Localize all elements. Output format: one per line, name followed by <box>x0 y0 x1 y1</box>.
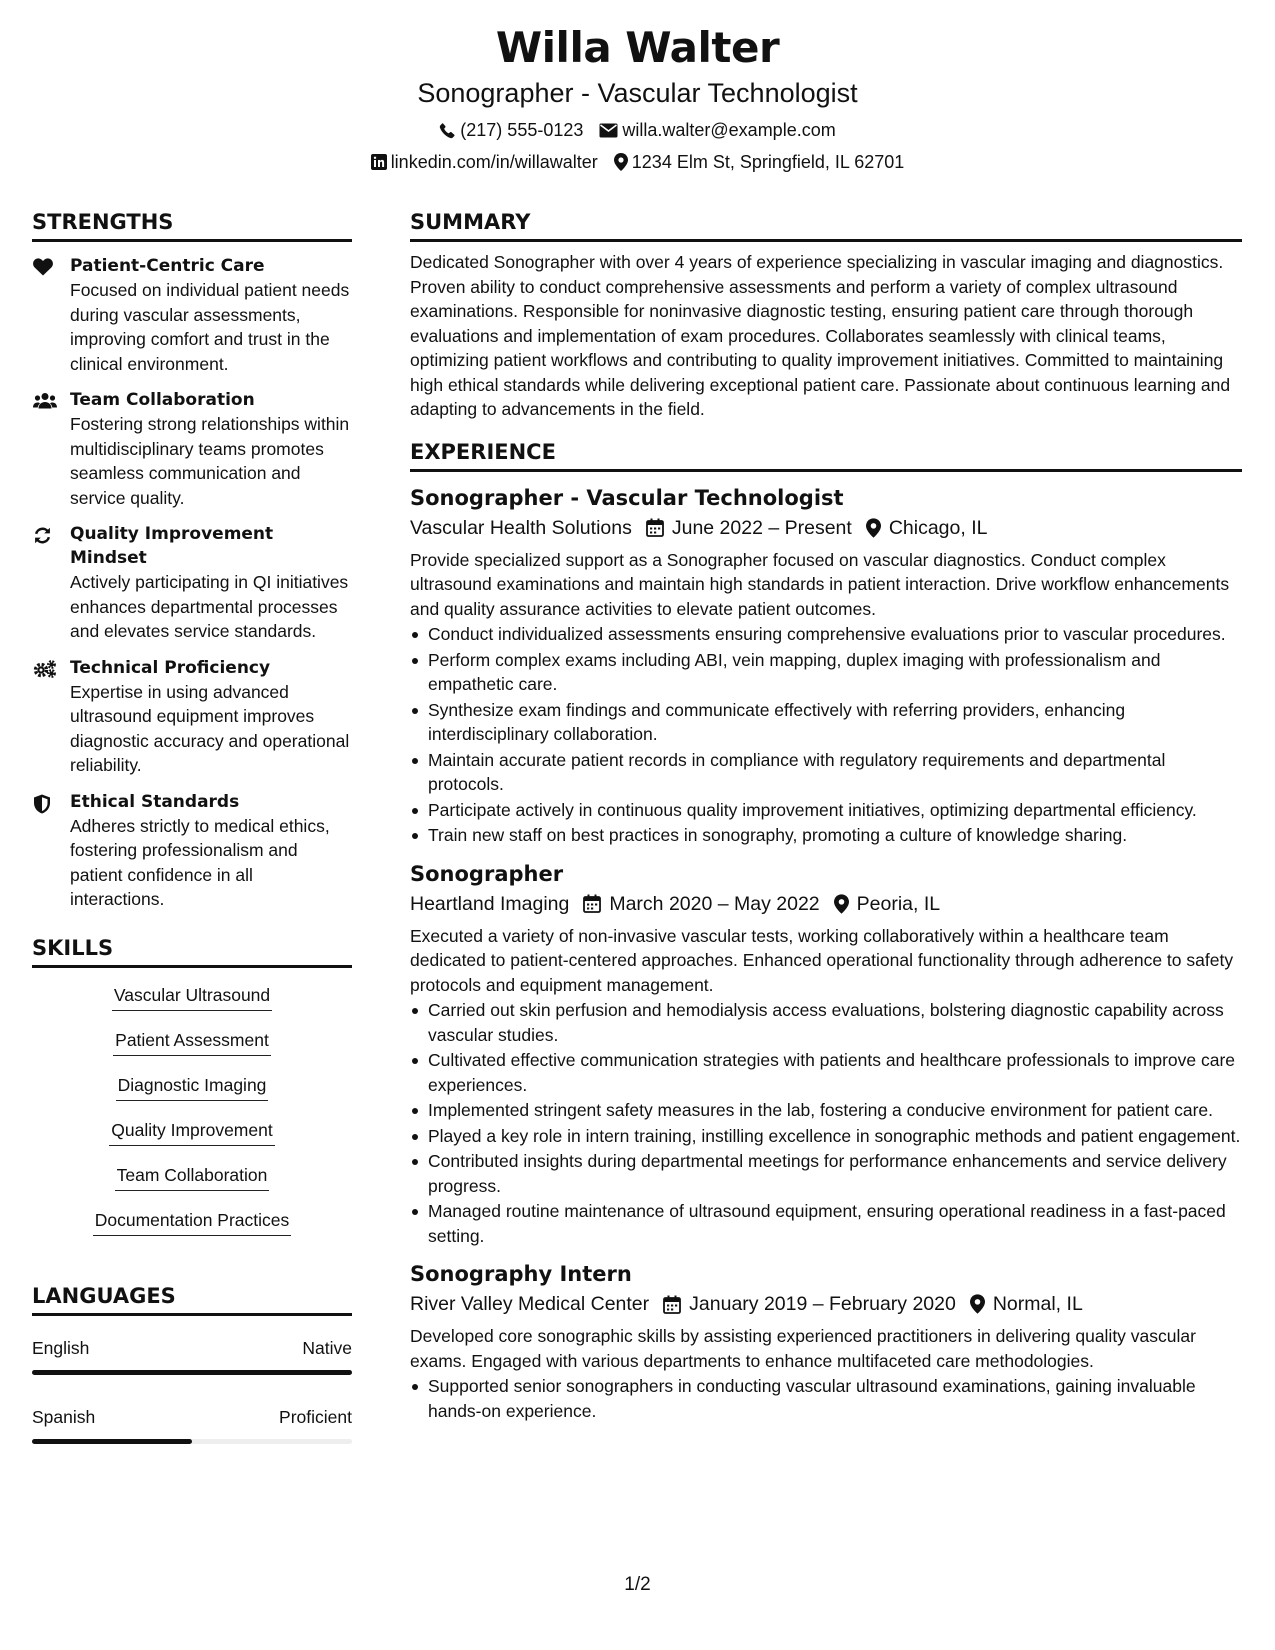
phone-icon <box>439 122 456 139</box>
language-name: English <box>32 1337 90 1358</box>
language-level-bar <box>32 1439 352 1444</box>
job-bullet: Played a key role in intern training, instilling excellence in sonographic methods and patient engagement. <box>410 1124 1242 1149</box>
job-location: Peoria, IL <box>856 892 941 915</box>
job-company: Vascular Health Solutions <box>410 516 632 539</box>
phone-contact[interactable] <box>439 118 583 142</box>
job-bullet: Perform complex exams including ABI, vein mapping, duplex imaging with professionalism and empathetic care. <box>410 648 1242 697</box>
job-entry <box>410 860 1242 1249</box>
job-location: Normal, IL <box>992 1293 1083 1315</box>
skill-label: Team Collaboration <box>115 1162 270 1191</box>
linkedin-text: linkedin.com/in/willawalter <box>390 152 598 172</box>
job-description: Executed a variety of non-invasive vascular tests, working collaboratively within a healthcare team dedicated to patient-centered approaches. Enhanced operational functionality through adherence to safety protocols and equipment management. <box>410 925 1234 995</box>
gears-icon <box>33 660 57 678</box>
strength-desc: Focused on individual patient needs during vascular assessments, improving comfort and trust in the clinical environment. <box>70 280 350 374</box>
strength-title: Patient-Centric Care <box>70 256 265 276</box>
job-bullets <box>410 998 1242 1248</box>
map-pin-icon <box>970 1294 985 1314</box>
phone-text: (217) 555-0123 <box>460 120 584 140</box>
job-dates: March 2020 – May 2022 <box>609 892 820 915</box>
skill-label: Diagnostic Imaging <box>116 1072 269 1101</box>
strength-item <box>32 656 352 778</box>
job-bullet: Participate actively in continuous quality improvement initiatives, optimizing departmental efficiency. <box>410 798 1242 823</box>
address-contact <box>614 150 905 174</box>
map-pin-icon <box>614 153 628 171</box>
skill-item <box>32 1027 352 1072</box>
skills-list <box>32 982 352 1252</box>
address-text: 1234 Elm St, Springfield, IL 62701 <box>631 152 905 172</box>
job-dates: January 2019 – February 2020 <box>689 1293 956 1315</box>
job-bullet: Supported senior sonographers in conducting vascular ultrasound examinations, gaining invaluable hands-on experience. <box>410 1374 1242 1423</box>
job-meta <box>410 514 1242 542</box>
skill-item <box>32 1117 352 1162</box>
envelope-icon <box>599 123 618 138</box>
linkedin-contact[interactable] <box>371 150 598 174</box>
email-contact[interactable] <box>599 118 835 142</box>
job-bullet: Implemented stringent safety measures in the lab, fostering a conducive environment for patient care. <box>410 1098 1242 1123</box>
linkedin-icon <box>371 154 387 170</box>
job-bullet: Cultivated effective communication strategies with patients and healthcare professionals to improve care experiences. <box>410 1048 1242 1097</box>
job-bullet: Carried out skin perfusion and hemodialysis access evaluations, bolstering diagnostic capability across vascular studies. <box>410 998 1242 1047</box>
language-level-fill <box>32 1439 192 1444</box>
skill-item <box>32 1072 352 1117</box>
strength-title: Team Collaboration <box>70 390 255 410</box>
strength-title: Technical Proficiency <box>70 657 271 678</box>
job-title: Sonography Intern <box>410 1262 632 1286</box>
language-level: Native <box>302 1337 352 1358</box>
left-column <box>32 208 352 1474</box>
job-bullet: Managed routine maintenance of ultrasound equipment, ensuring operational readiness in a fast-paced setting. <box>410 1199 1242 1248</box>
job-company: Heartland Imaging <box>410 892 570 915</box>
strength-desc: Expertise in using advanced ultrasound equipment improves diagnostic accuracy and operational reliability. <box>70 681 350 775</box>
calendar-icon <box>663 1295 681 1314</box>
skill-label: Patient Assessment <box>113 1027 271 1056</box>
email-text: willa.walter@example.com <box>622 120 836 140</box>
calendar-icon <box>646 518 664 537</box>
candidate-headline: Sonographer - Vascular Technologist <box>417 78 858 108</box>
contact-row-1 <box>0 118 1275 142</box>
strength-item <box>32 790 352 912</box>
candidate-name: Willa Walter <box>495 23 780 72</box>
contact-row-2 <box>0 150 1275 174</box>
job-meta <box>410 890 1242 918</box>
job-location: Chicago, IL <box>888 516 988 539</box>
map-pin-icon <box>834 894 849 914</box>
job-bullet: Contributed insights during departmental meetings for performance enhancements and service delivery progress. <box>410 1149 1242 1198</box>
job-bullet: Train new staff on best practices in sonography, promoting a culture of knowledge sharing. <box>410 823 1242 848</box>
strengths-heading: STRENGTHS <box>32 208 352 242</box>
job-bullets <box>410 1374 1242 1423</box>
strength-item <box>32 522 352 644</box>
job-bullet: Maintain accurate patient records in compliance with regulatory requirements and departmental protocols. <box>410 748 1242 797</box>
summary-heading: SUMMARY <box>410 208 1242 242</box>
map-pin-icon <box>866 518 881 538</box>
strength-item <box>32 388 352 510</box>
strength-title: Ethical Standards <box>70 791 240 812</box>
skill-item <box>32 1207 352 1252</box>
strength-item <box>32 254 352 376</box>
shield-icon <box>33 794 51 814</box>
language-item <box>32 1336 352 1360</box>
job-description: Developed core sonographic skills by assisting experienced practitioners in delivering quality vascular exams. Engaged with various departments to enhance multifaceted care methodologies. <box>410 1326 1196 1371</box>
job-bullet: Conduct individualized assessments ensuring comprehensive evaluations prior to vascular procedures. <box>410 622 1242 647</box>
languages-list <box>32 1336 352 1444</box>
job-title: Sonographer - Vascular Technologist <box>410 485 844 510</box>
skill-label: Vascular Ultrasound <box>112 982 272 1011</box>
job-entry <box>410 1260 1242 1423</box>
users-icon <box>33 392 57 409</box>
job-bullet: Synthesize exam findings and communicate effectively with referring providers, enhancing interdisciplinary collaboration. <box>410 698 1242 747</box>
languages-heading: LANGUAGES <box>32 1282 352 1316</box>
experience-heading: EXPERIENCE <box>410 438 1242 472</box>
skill-label: Quality Improvement <box>109 1117 274 1146</box>
language-level-fill <box>32 1370 352 1375</box>
skills-heading: SKILLS <box>32 934 352 968</box>
job-entry <box>410 484 1242 848</box>
resume-header <box>0 22 1275 174</box>
language-name: Spanish <box>32 1406 96 1427</box>
heart-icon <box>33 258 53 276</box>
strength-desc: Actively participating in QI initiatives enhances departmental processes and elevates service standards. <box>70 572 349 641</box>
strength-title: Quality Improvement Mindset <box>70 524 274 568</box>
job-company: River Valley Medical Center <box>410 1293 650 1315</box>
refresh-icon <box>33 526 52 545</box>
language-level-bar <box>32 1370 352 1375</box>
skill-item <box>32 1162 352 1207</box>
summary-text: Dedicated Sonographer with over 4 years of experience specializing in vascular imaging and diagnostics. Proven ability to conduct comprehensive assessments and perform a variety of complex ultrasound examinations. Responsible for noninvasive diagnostic testing, ensuring patient care through thorough evaluations and implementation of exam procedures. Collaborates seamlessly with clinical teams, optimizing patient workflows and contributing to quality improvement initiatives. Committed to maintaining high ethical standards while delivering exceptional patient care. Passionate about continuous learning and adapting to advancements in the field. <box>410 252 1231 419</box>
page-number: 1/2 <box>624 1574 651 1595</box>
strength-desc: Adheres strictly to medical ethics, fostering professionalism and patient confidence in all interactions. <box>70 815 330 909</box>
job-title: Sonographer <box>410 861 564 886</box>
skill-label: Documentation Practices <box>93 1207 292 1236</box>
job-meta <box>410 1290 1242 1318</box>
strength-desc: Fostering strong relationships within multidisciplinary teams promotes seamless communication and service quality. <box>70 414 350 508</box>
calendar-icon <box>583 894 601 913</box>
language-level: Proficient <box>279 1406 352 1427</box>
right-column <box>410 208 1242 1424</box>
language-item <box>32 1405 352 1429</box>
job-description: Provide specialized support as a Sonographer focused on vascular diagnostics. Conduct complex ultrasound examinations and maintain high standards in patient interaction. Drive workflow enhancements and quality assurance activities to elevate patient outcomes. <box>410 549 1230 619</box>
job-bullets <box>410 622 1242 848</box>
skill-item <box>32 982 352 1027</box>
job-dates: June 2022 – Present <box>671 516 852 539</box>
